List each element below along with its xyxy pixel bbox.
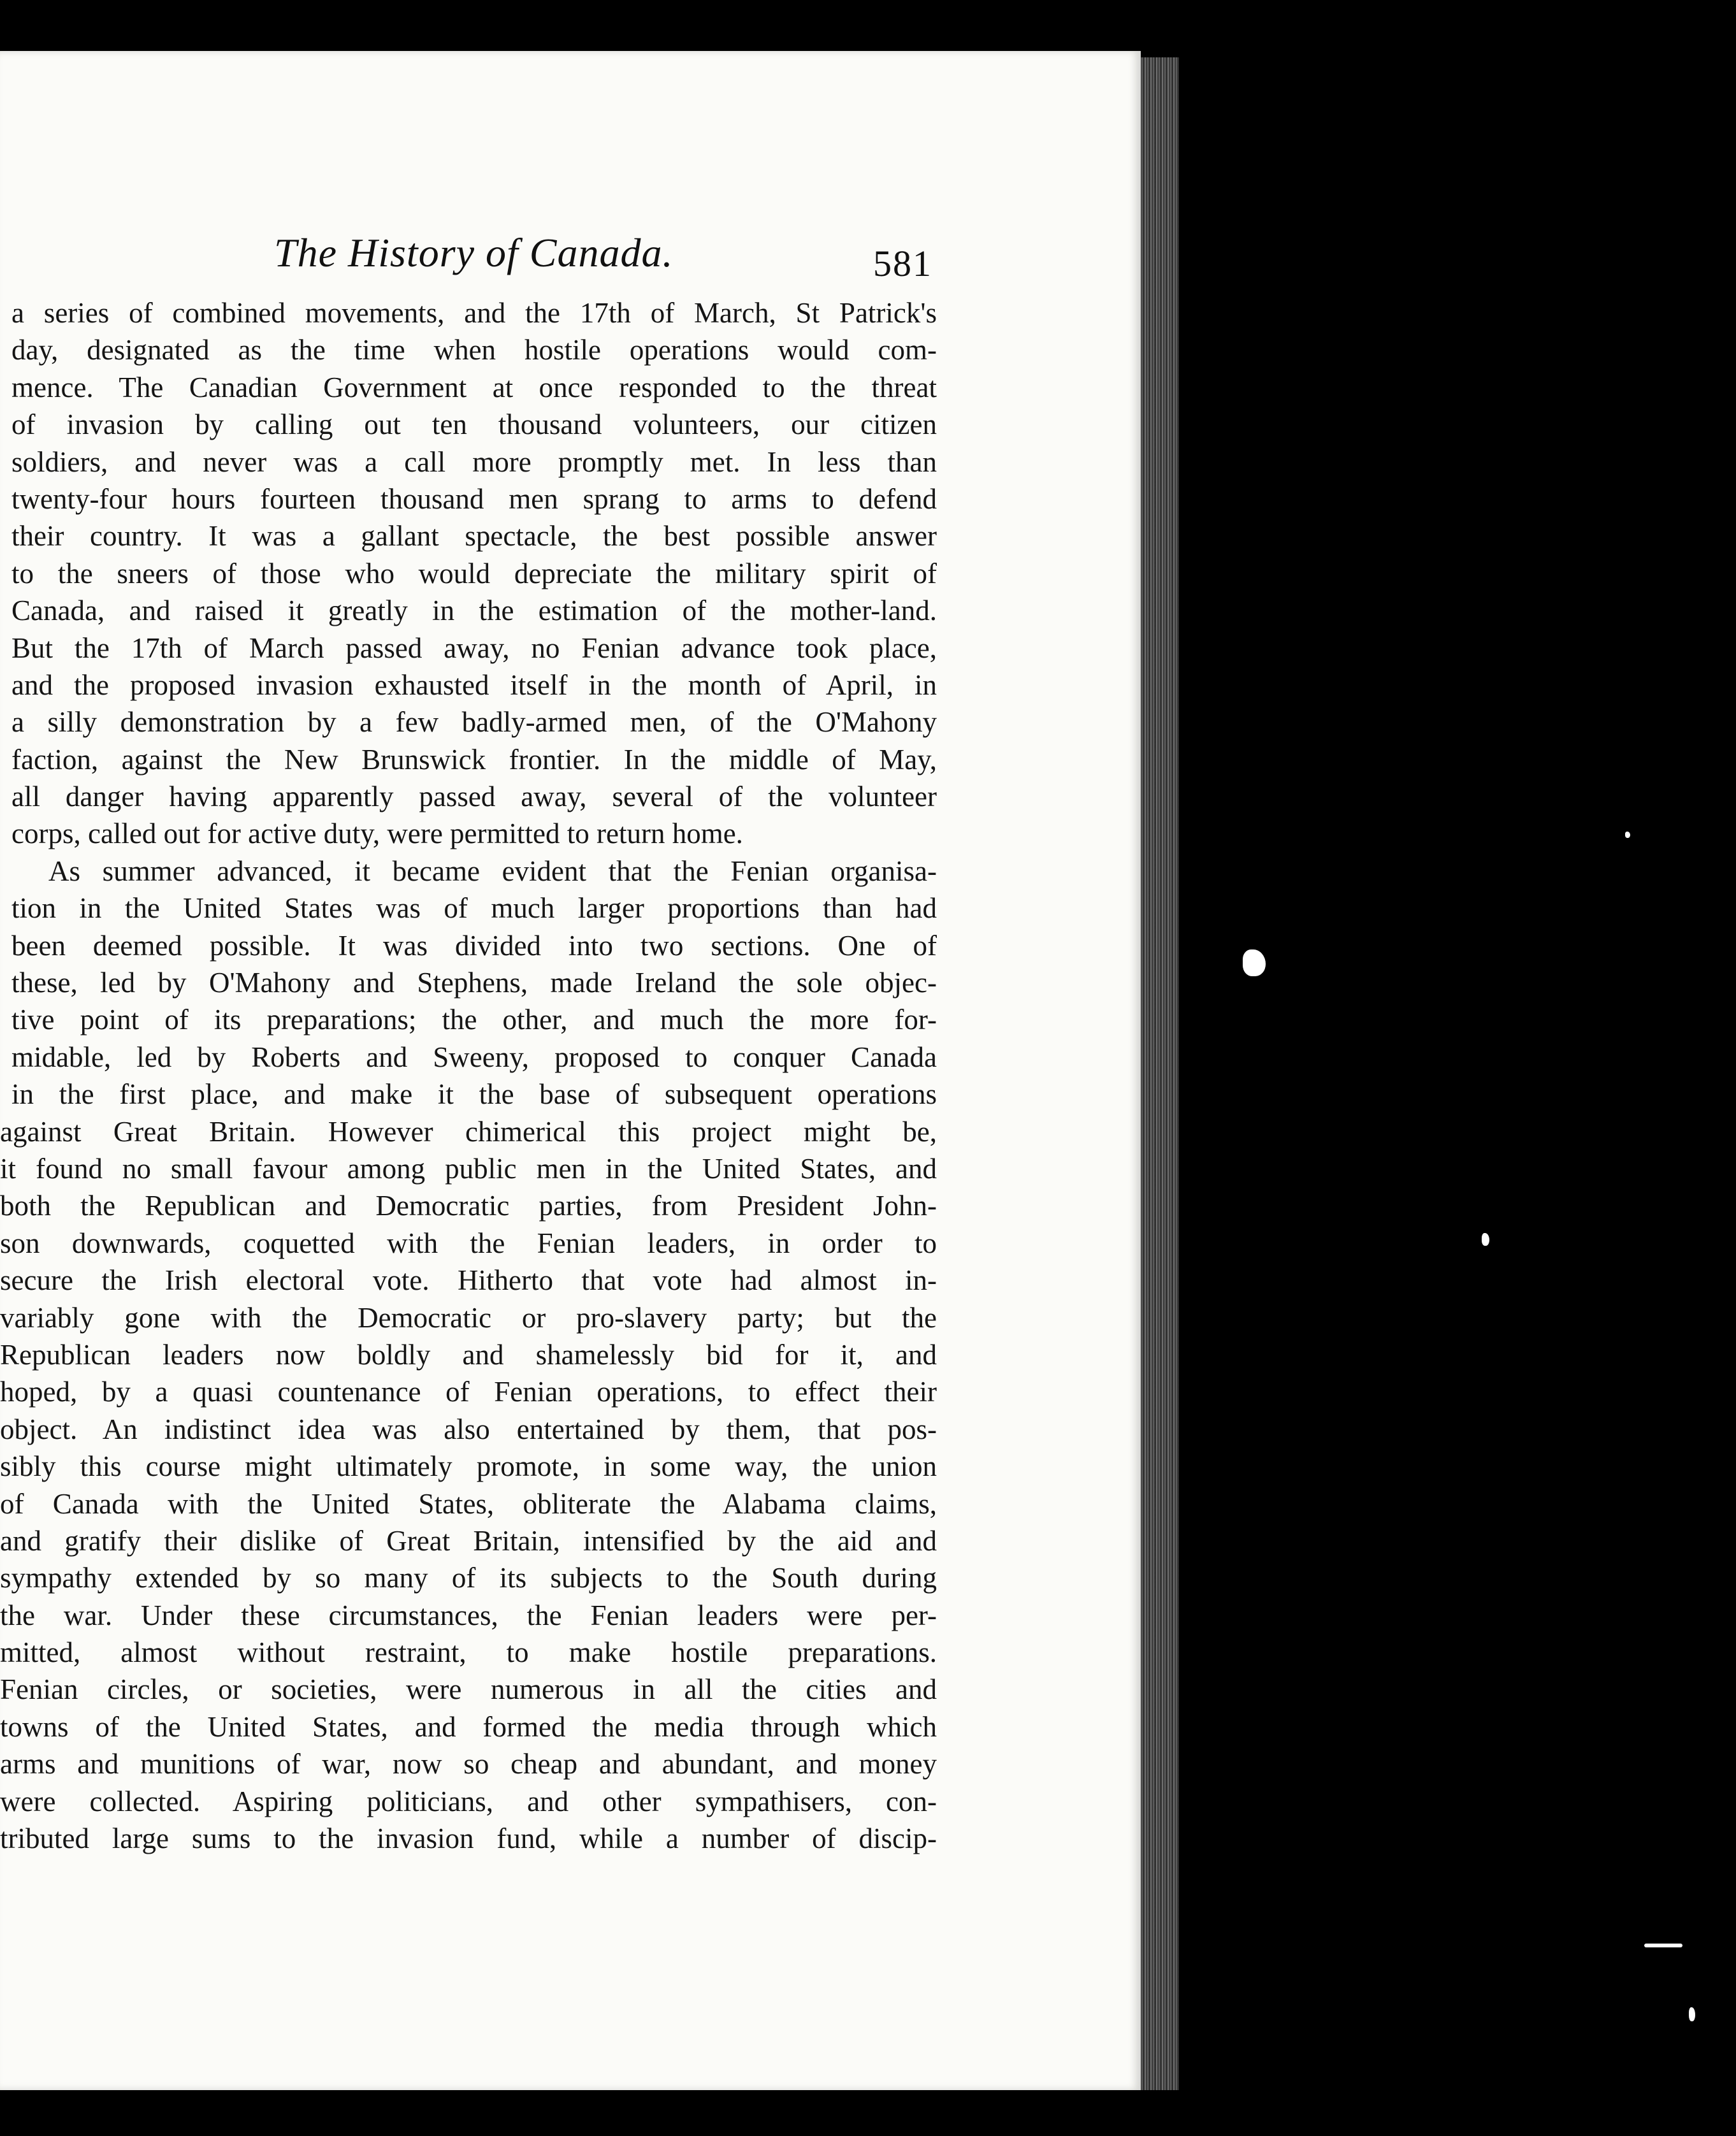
text-line: of invasion by calling out ten thousand volunteers, our citizen — [11, 408, 937, 441]
text-line: variably gone with the Democratic or pro-slavery party; but the — [0, 1301, 937, 1334]
body-text — [0, 294, 937, 1857]
text-line: a silly demonstration by a few badly-armed men, of the O'Mahony — [11, 706, 937, 739]
text-line: of Canada with the United States, obliterate the Alabama claims, — [0, 1487, 937, 1520]
text-line: it found no small favour among public men in the United States, and — [0, 1152, 937, 1185]
text-line: hoped, by a quasi countenance of Fenian operations, to effect their — [0, 1376, 937, 1408]
text-line: twenty-four hours fourteen thousand men sprang to arms to defend — [11, 482, 937, 515]
dust-speck — [1625, 832, 1630, 838]
text-line: mitted, almost without restraint, to make hostile preparations. — [0, 1636, 937, 1669]
text-line: both the Republican and Democratic parties, from President John- — [0, 1190, 937, 1222]
page-edge-stack — [1141, 57, 1179, 2090]
dust-speck — [1644, 1944, 1682, 1947]
text-line: in the first place, and make it the base of subsequent operations — [11, 1078, 937, 1111]
text-line: against Great Britain. However chimerical this project might be, — [0, 1115, 937, 1148]
text-line: their country. It was a gallant spectacle, the best possible answer — [11, 520, 937, 552]
text-line: Canada, and raised it greatly in the estimation of the mother-land. — [11, 595, 937, 627]
text-line: arms and munitions of war, now so cheap and abundant, and money — [0, 1748, 937, 1780]
text-line: day, designated as the time when hostile operations would com- — [11, 334, 937, 366]
text-line: the war. Under these circumstances, the Fenian leaders were per- — [0, 1599, 937, 1631]
text-line: But the 17th of March passed away, no Fenian advance took place, — [11, 631, 937, 664]
text-line: and the proposed invasion exhausted itself in the month of April, in — [11, 668, 937, 701]
text-line: and gratify their dislike of Great Britain, intensified by the aid and — [0, 1524, 937, 1557]
text-line: secure the Irish electoral vote. Hitherto that vote had almost in- — [0, 1264, 937, 1297]
text-line: corps, called out for active duty, were permitted to return home. — [11, 818, 743, 850]
text-line: to the sneers of those who would depreciate the military spirit of — [11, 557, 937, 589]
text-line: been deemed possible. It was divided into two sections. One of — [11, 929, 937, 962]
text-line: midable, led by Roberts and Sweeny, proposed to conquer Canada — [11, 1041, 937, 1073]
text-line: mence. The Canadian Government at once responded to the threat — [11, 371, 937, 403]
text-line: these, led by O'Mahony and Stephens, made Ireland the sole objec- — [11, 967, 937, 999]
text-line: tion in the United States was of much larger proportions than had — [11, 892, 937, 925]
text-line: a series of combined movements, and the 17th of March, St Patrick's — [11, 297, 937, 329]
text-line: object. An indistinct idea was also entertained by them, that pos- — [0, 1413, 937, 1445]
text-line: were collected. Aspiring politicians, and other sympathisers, con- — [0, 1785, 937, 1817]
text-line: Fenian circles, or societies, were numerous in all the cities and — [0, 1673, 937, 1706]
text-line: As summer advanced, it became evident that the Fenian organisa- — [48, 855, 937, 887]
text-line: sympathy extended by so many of its subjects to the South during — [0, 1562, 937, 1594]
dust-speck — [1243, 949, 1266, 976]
text-line: sibly this course might ultimately promote, in some way, the union — [0, 1450, 937, 1483]
text-line: all danger having apparently passed away, several of the volunteer — [11, 781, 937, 813]
running-title: The History of Canada. — [274, 230, 674, 275]
text-line: faction, against the New Brunswick frontier. In the middle of May, — [11, 743, 937, 776]
running-header — [0, 217, 1020, 293]
page-number: 581 — [873, 243, 932, 284]
text-line: soldiers, and never was a call more promptly met. In less than — [11, 445, 937, 478]
text-line: tive point of its preparations; the other, and much the more for- — [11, 1004, 937, 1036]
text-line: tributed large sums to the invasion fund, while a number of discip- — [0, 1822, 937, 1855]
dust-speck — [1689, 2007, 1695, 2021]
text-line: Republican leaders now boldly and shamelessly bid for it, and — [0, 1338, 937, 1371]
text-line: son downwards, coquetted with the Fenian leaders, in order to — [0, 1227, 937, 1259]
dust-speck — [1482, 1233, 1489, 1246]
text-line: towns of the United States, and formed the media through which — [0, 1710, 937, 1743]
